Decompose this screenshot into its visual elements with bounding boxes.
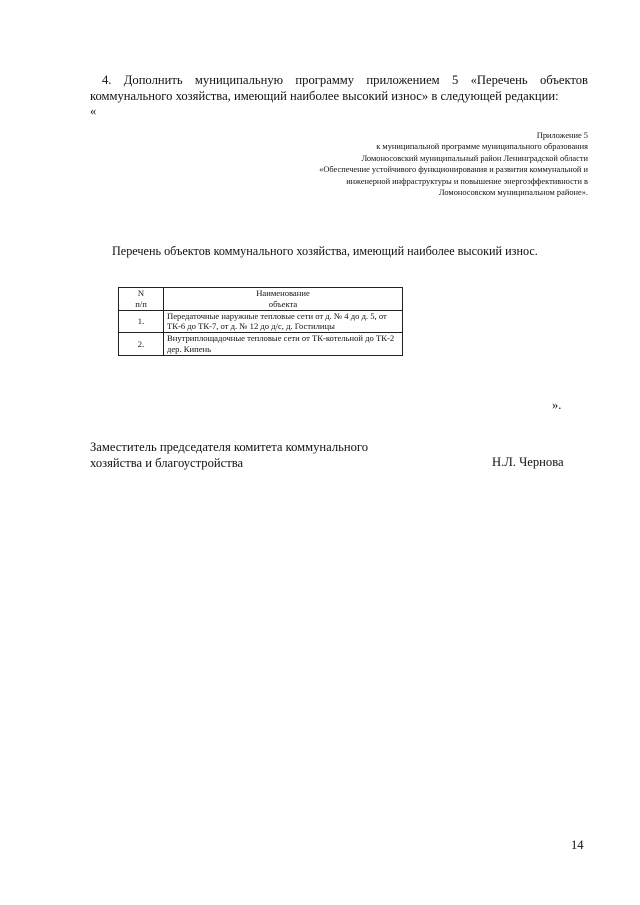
table-header-row (119, 288, 403, 311)
open-quote: « (90, 104, 97, 118)
list-title: Перечень объектов коммунального хозяйства, имеющий наиболее высокий износ. (112, 244, 538, 258)
signature-title-line-2: хозяйства и благоустройства (90, 456, 244, 470)
paragraph-4-line-1: 4. Дополнить муниципальную программу приложением 5 «Перечень объектов (102, 73, 588, 87)
appendix-line: Ломоносовский муниципальный район Ленинградской области (361, 153, 588, 163)
table-row (119, 310, 403, 333)
appendix-line: «Обеспечение устойчивого функционирования и развития коммунальной и (319, 165, 588, 175)
objects-table (118, 287, 403, 356)
header-name (164, 288, 403, 311)
signature-title (90, 439, 368, 471)
table-row (119, 333, 403, 356)
header-name-line: Наименование (256, 288, 310, 298)
header-num-line: п/п (135, 298, 147, 309)
appendix-line: Ломоносовском муниципальном районе». (438, 188, 588, 198)
signature-name: Н.Л. Чернова (492, 455, 564, 469)
page-number: 14 (571, 838, 584, 852)
row-name: Передаточные наружные тепловые сети от д. № 4 до д. 5, от ТК-6 до ТК-7, от д. № 12 до д/с, д. Гостилицы (164, 310, 403, 333)
appendix-line: к муниципальной программе муниципального образования (376, 142, 588, 152)
row-num: 2. (119, 333, 164, 356)
header-num-line: N (137, 288, 145, 298)
signature-title-line-1: Заместитель председателя комитета коммунального (90, 440, 369, 454)
header-num (119, 288, 164, 311)
row-num: 1. (119, 310, 164, 333)
appendix-line: Приложение 5 (536, 131, 588, 140)
row-name: Внутриплощадочные тепловые сети от ТК-котельной до ТК-2 дер. Кипень (164, 333, 403, 356)
appendix-line: инженерной инфраструктуры и повышение энергоэффективности в (346, 176, 588, 186)
close-quote: ». (552, 398, 562, 412)
header-name-line: объекта (268, 298, 298, 309)
paragraph-4-line-2: коммунального хозяйства, имеющий наиболее высокий износ» в следующей редакции: (90, 89, 559, 103)
paragraph-4 (90, 72, 588, 104)
appendix-header (258, 130, 588, 198)
